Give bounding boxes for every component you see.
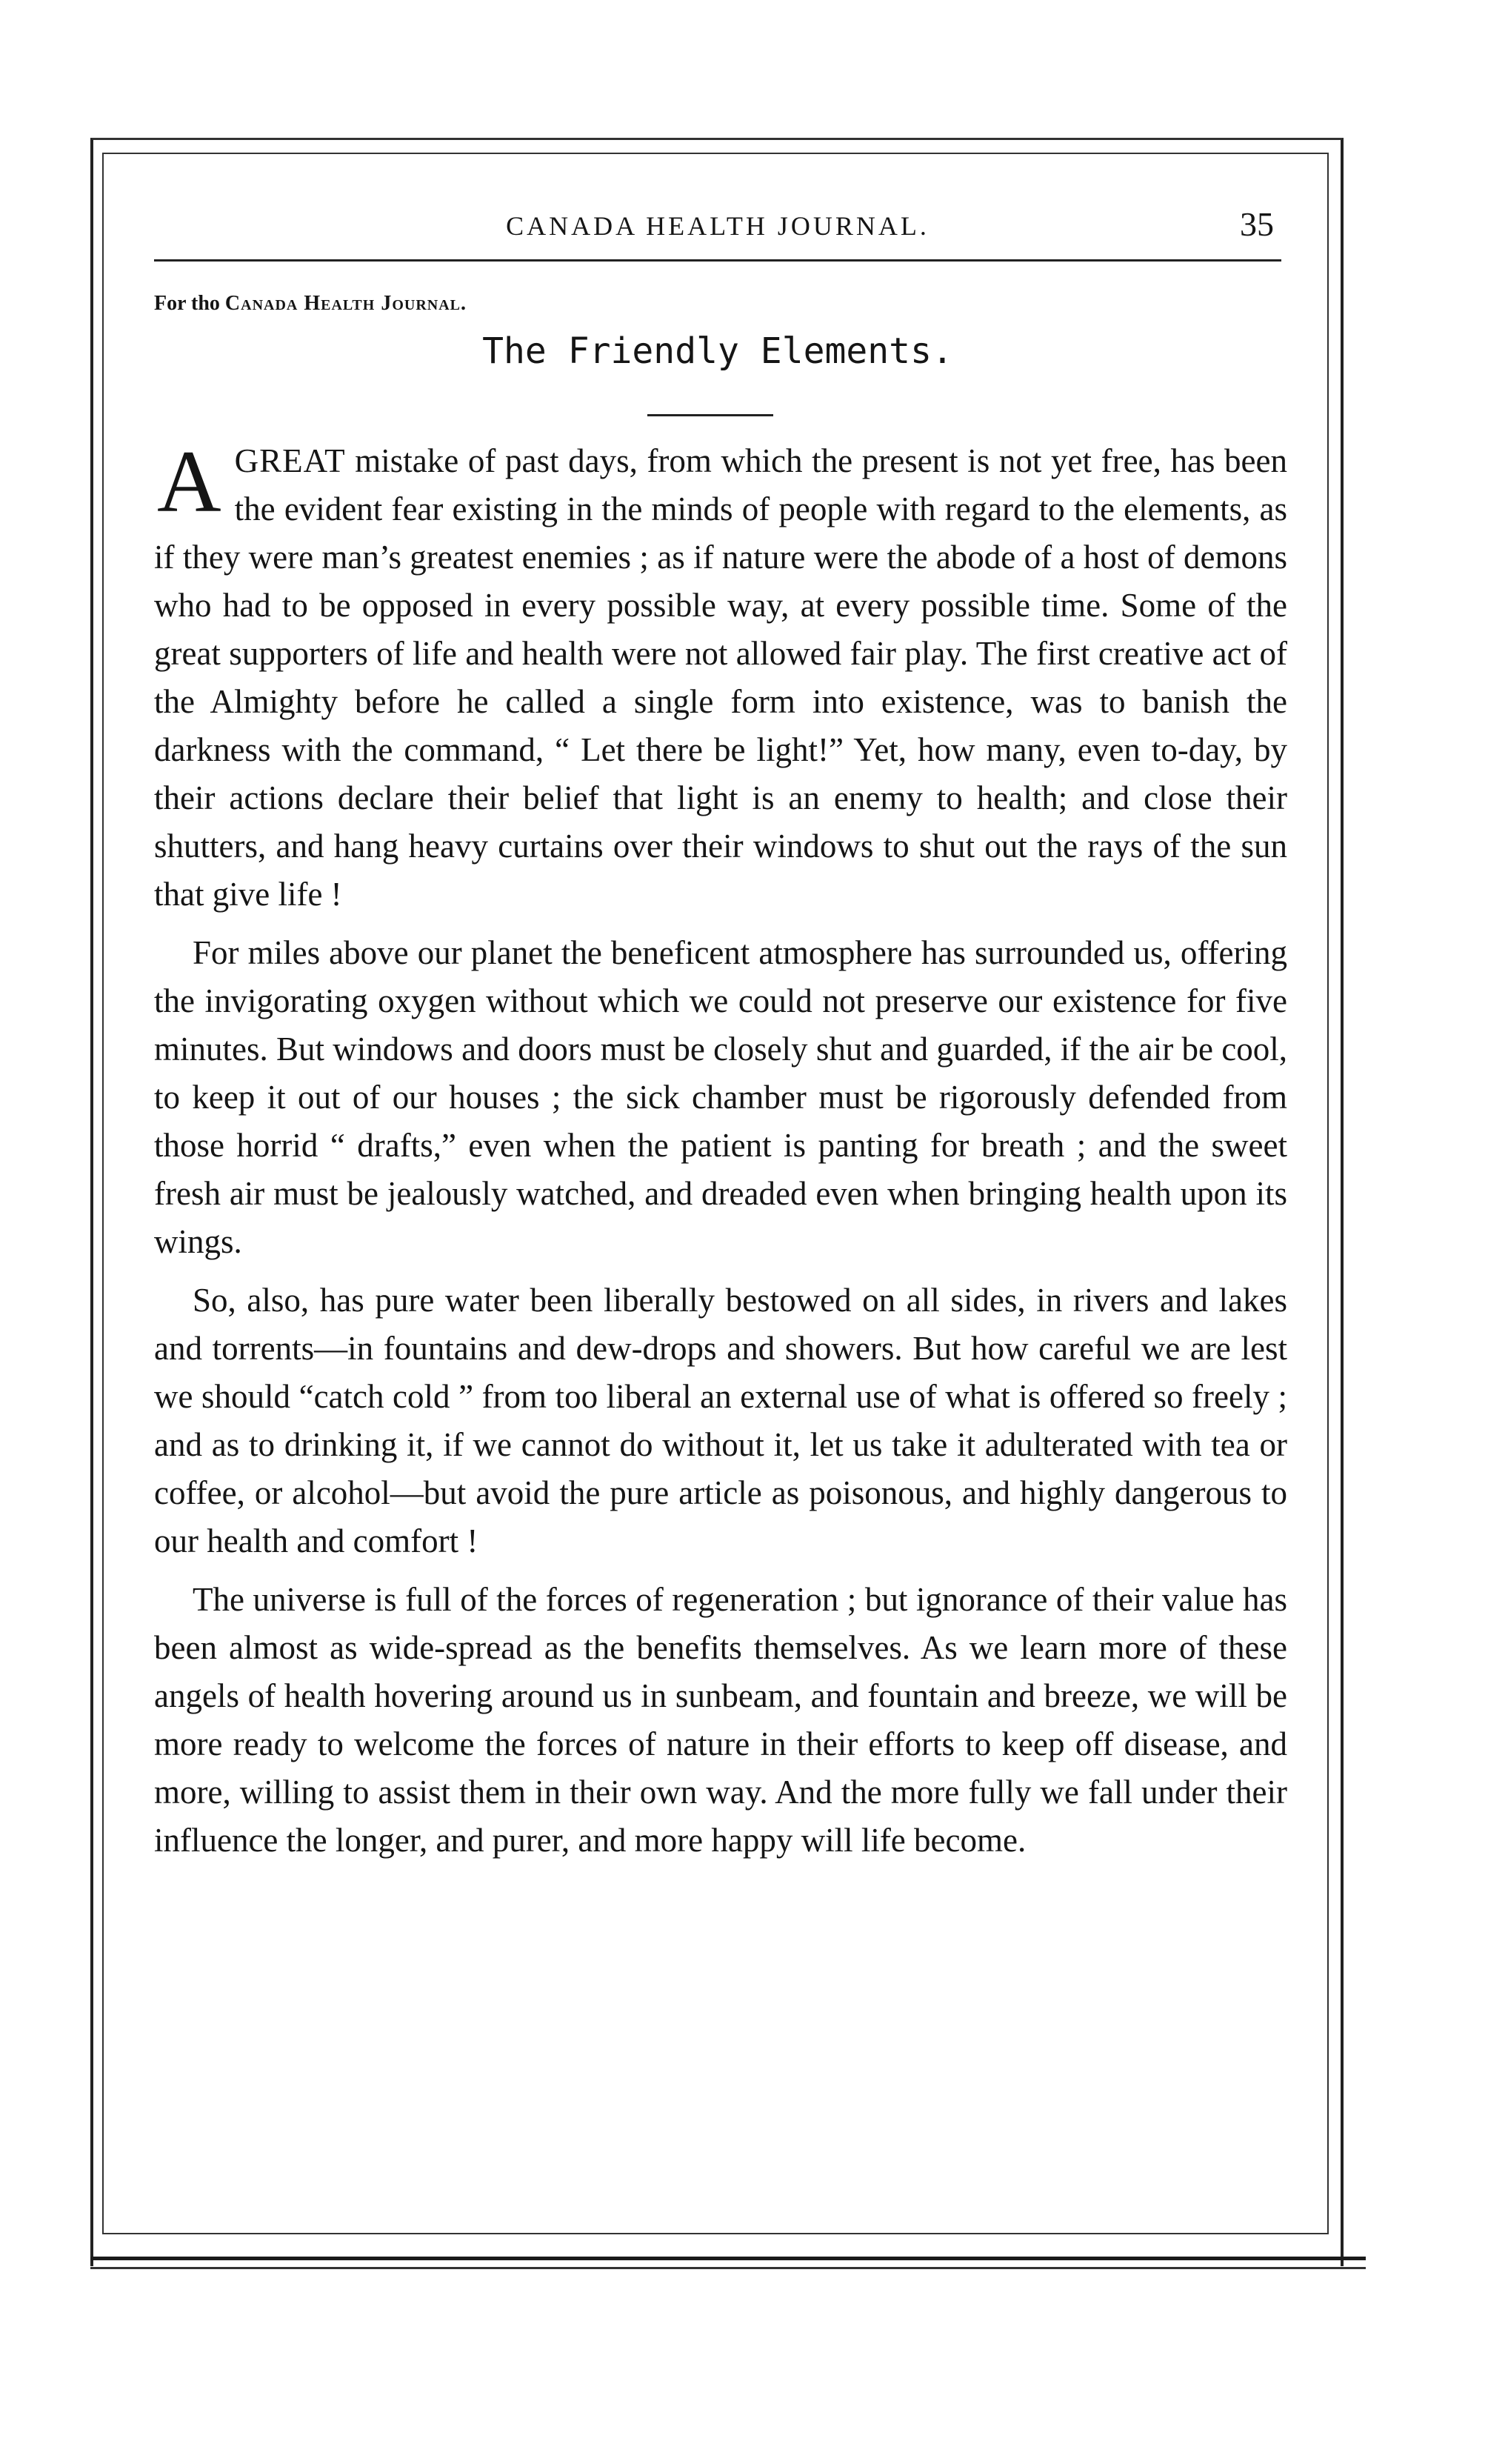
paragraph-2: For miles above our planet the beneficent atmosphere has surrounded us, offering the invigorating oxygen without which we could not preserve our existence for five minutes. But windows and doors must be closely shut and guarded, if the air be cool, to keep it out of our houses ; the sick chamber must be rigorously defended from those horrid “ drafts,” even when the patient is panting for breath ; and the sweet fresh air must be jealously watched, and dreaded even when bringing health upon its wings. <box>154 934 1287 1260</box>
credit-publication: Canada Health Journal. <box>224 292 467 315</box>
drop-cap: A <box>157 432 221 530</box>
running-head <box>154 204 1281 249</box>
paragraph-3: So, also, has pure water been liberally bestowed on all sides, in rivers and lakes and torrents—in fountains and dew-drops and showers. But how careful we are lest we should “catch cold ” from too liberal an external use of what is offered so freely ; and as to drinking it, if we cannot do without it, let us take it adulterated with tea or coffee, or alcohol—but avoid the pure article as poisonous, and highly dangerous to our health and comfort ! <box>154 1282 1287 1559</box>
journal-title: CANADA HEALTH JOURNAL. <box>506 211 930 241</box>
page-number: 35 <box>1240 205 1274 243</box>
paragraph-4: The universe is full of the forces of regeneration ; but ignorance of their value has been almost as wide-spread as the benefits themselves. As we learn more of these angels of health hovering around us in sunbeam, and fountain and breeze, we will be more ready to welcome the forces of nature in their efforts to keep off disease, and more, willing to assist them in their own way. And the more fully we fall under their influence the longer, and purer, and more happy will life become. <box>154 1581 1287 1859</box>
article-title: The Friendly Elements. <box>482 330 953 372</box>
title-rule <box>647 414 773 416</box>
paragraph-1-text: mistake of past days, from which the present is not yet free, has been the evident fear existing in the minds of people with regard to the elements, as if they were man’s greatest enemies ; as if nature were the abode of a host of demons who had to be opposed in every possible way, at every possible time. Some of the great supporters of life and health were not allowed fair play. The first creative act of the Almighty before he called a single form into existence, was to banish the darkness with the command, “ Let there be light!” Yet, how many, even to-day, by their actions declare their belief that light is an enemy to health; and close their shutters, and hang heavy curtains over their windows to shut out the rays of the sun that give life ! <box>154 442 1287 913</box>
page-border-bottom-rule-secondary <box>90 2267 1366 2269</box>
paragraph-1 <box>154 432 1287 919</box>
header-rule <box>154 259 1281 262</box>
credit-prefix: For tho <box>154 292 225 315</box>
article-credit <box>154 292 467 316</box>
lead-word: GREAT <box>234 442 346 479</box>
page-border-bottom-rule <box>90 2257 1366 2260</box>
article-body <box>154 432 1287 1875</box>
